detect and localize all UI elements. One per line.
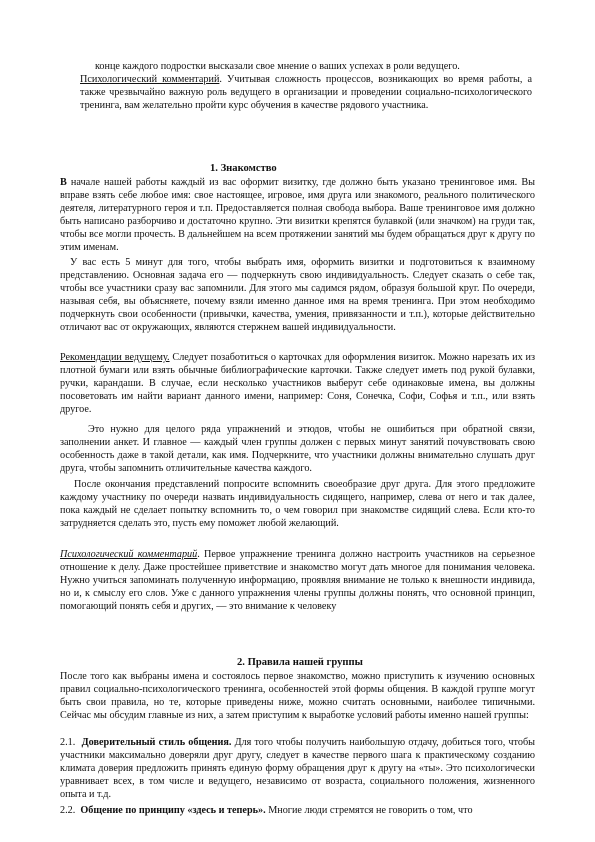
intro-line: конце каждого подростки высказали свое мнение о ваших успехах в роли ведущего. bbox=[95, 61, 460, 72]
intro-comment-label: Психологический комментарий bbox=[80, 74, 220, 85]
section-2-title: 2. Правила нашей группы bbox=[237, 657, 363, 668]
rule-2-1-number: 2.1. bbox=[60, 737, 76, 748]
rule-2-2-number: 2.2. bbox=[60, 805, 76, 816]
section-2-paragraph-1: После того как выбраны имена и состоялось первое знакомство, можно приступить к изучению основных правил социально-психологического тренинга, особенностей этой формы общения. В каждой группе могут быть свои правила, но те, которые приведены ниже, можно считать основными, наиболее типичными. Сейчас мы обсудим главные из них, а затем приступим к выработке условий работы именно нашей группы: bbox=[60, 671, 535, 722]
section-1-paragraph-1: В начале нашей работы каждый из вас оформит визитку, где должно быть указано тренинговое имя. Вы вправе взять себе любое имя: свое настоящее, игровое, имя друга или знакомого, реального политического деятеля, литературного героя и т.п. Предоставляется полная свобода выбора. Ваше тренинговое имя должно быть написано разборчиво и достаточно крупно. Эти визитки крепятся булавкой (или значком) на груди так, чтобы все могли прочесть. В дальнейшем на всем протяжении занятий мы будем обращаться друг к другу по этим именам. bbox=[60, 177, 535, 254]
section-1-comment-paragraph: Психологический комментарий. Первое упражнение тренинга должно настроить участников на серьезное отношение к делу. Даже простейшее приветствие и знакомство могут дать многое для понимания человека. Нужно учиться запоминать полученную информацию, проявляя внимание не только к внешности индивида, но и, к смыслу его слов. Уже с данного упражнения члены группы должны понять, что основной принцип, помогающий понять себя и других, — это внимание к человеку bbox=[60, 549, 535, 613]
rule-2-1-paragraph: 2.1. Доверительный стиль общения. Для того чтобы получить наибольшую отдачу, добиться того, чтобы участники максимально доверяли друг другу, следует в качестве первого шага к практическому созданию климата доверия предложить принять единую форму обращения друг к другу на «ты». Это психологически уравнивает всех, в том числе и ведущего, независимо от возраста, социального положения, жизненного опыта и т.д. bbox=[60, 737, 535, 801]
section-1-paragraph-2: У вас есть 5 минут для того, чтобы выбрать имя, оформить визитки и подготовиться к взаимному представлению. Основная задача его — подчеркнуть свою индивидуальность. Следует сказать о себе так, чтобы все участники сразу вас запомнили. Для этого мы садимся рядом, образуя большой круг. По очереди, называя себя, вы объясняете, почему взяли именно данное имя на время тренинга. При этом необходимо подчеркнуть свои особенности (привычки, качества, умения, привязанности и т.п.), которые действительно отличают вас от окружающих, являются стержнем вашей индивидуальности. bbox=[60, 257, 535, 334]
drop-letter: В bbox=[60, 177, 67, 188]
section-1-title: 1. Знакомство bbox=[210, 163, 277, 174]
rule-2-2-title: Общение по принципу «здесь и теперь». bbox=[80, 805, 266, 816]
section-1-paragraph-3: Это нужно для целого ряда упражнений и этюдов, чтобы не ошибиться при обратной связи, заполнении анкет. И главное — каждый член группы должен с первых минут занятий почувствовать свою особенность даже в такой детали, как имя. Подчеркните, что участники должны внимательно слушать друг друга, чтобы запомнить отличительные качества каждого. bbox=[60, 424, 535, 475]
rule-2-2-paragraph: 2.2. Общение по принципу «здесь и теперь». Многие люди стремятся не говорить о том, что bbox=[60, 805, 473, 816]
rule-2-1-title: Доверительный стиль общения. bbox=[81, 737, 232, 748]
recommendations-paragraph: Рекомендации ведущему. Следует позаботиться о карточках для оформления визиток. Можно нарезать их из плотной бумаги или взять обычные библиографические карточки. Также следует иметь под рукой булавки, ручки, карандаши. В случае, если несколько участников выберут себе одинаковые имена, вы должны посоветовать им найти вариант данного имени, например: Соня, Сонечка, Софи, Софья и т.п., или взять другое. bbox=[60, 352, 535, 416]
section-1-paragraph-4: После окончания представлений попросите вспомнить своеобразие друг друга. Для этого предложите каждому участнику по очереди назвать индивидуальность сидящего, например, слева от него и так далее, пока каждый не сделает попытку вспомнить то, о чем говорил при знакомстве сидящий слева. Если кто-то затрудняется сделать это, пусть ему поможет любой желающий. bbox=[60, 479, 535, 530]
section-1-comment-label: Психологический комментарий bbox=[60, 549, 198, 560]
recommendations-label: Рекомендации ведущему. bbox=[60, 352, 170, 363]
intro-comment-paragraph bbox=[80, 73, 532, 112]
intro-comment-text: . Учитывая сложность процессов, возникающих во время работы, а также чрезвычайно важную роль ведущего в организации и проведении социально-психологического тренинга, вам желательно пройти курс обучения в качестве рядового участника. bbox=[80, 74, 532, 112]
